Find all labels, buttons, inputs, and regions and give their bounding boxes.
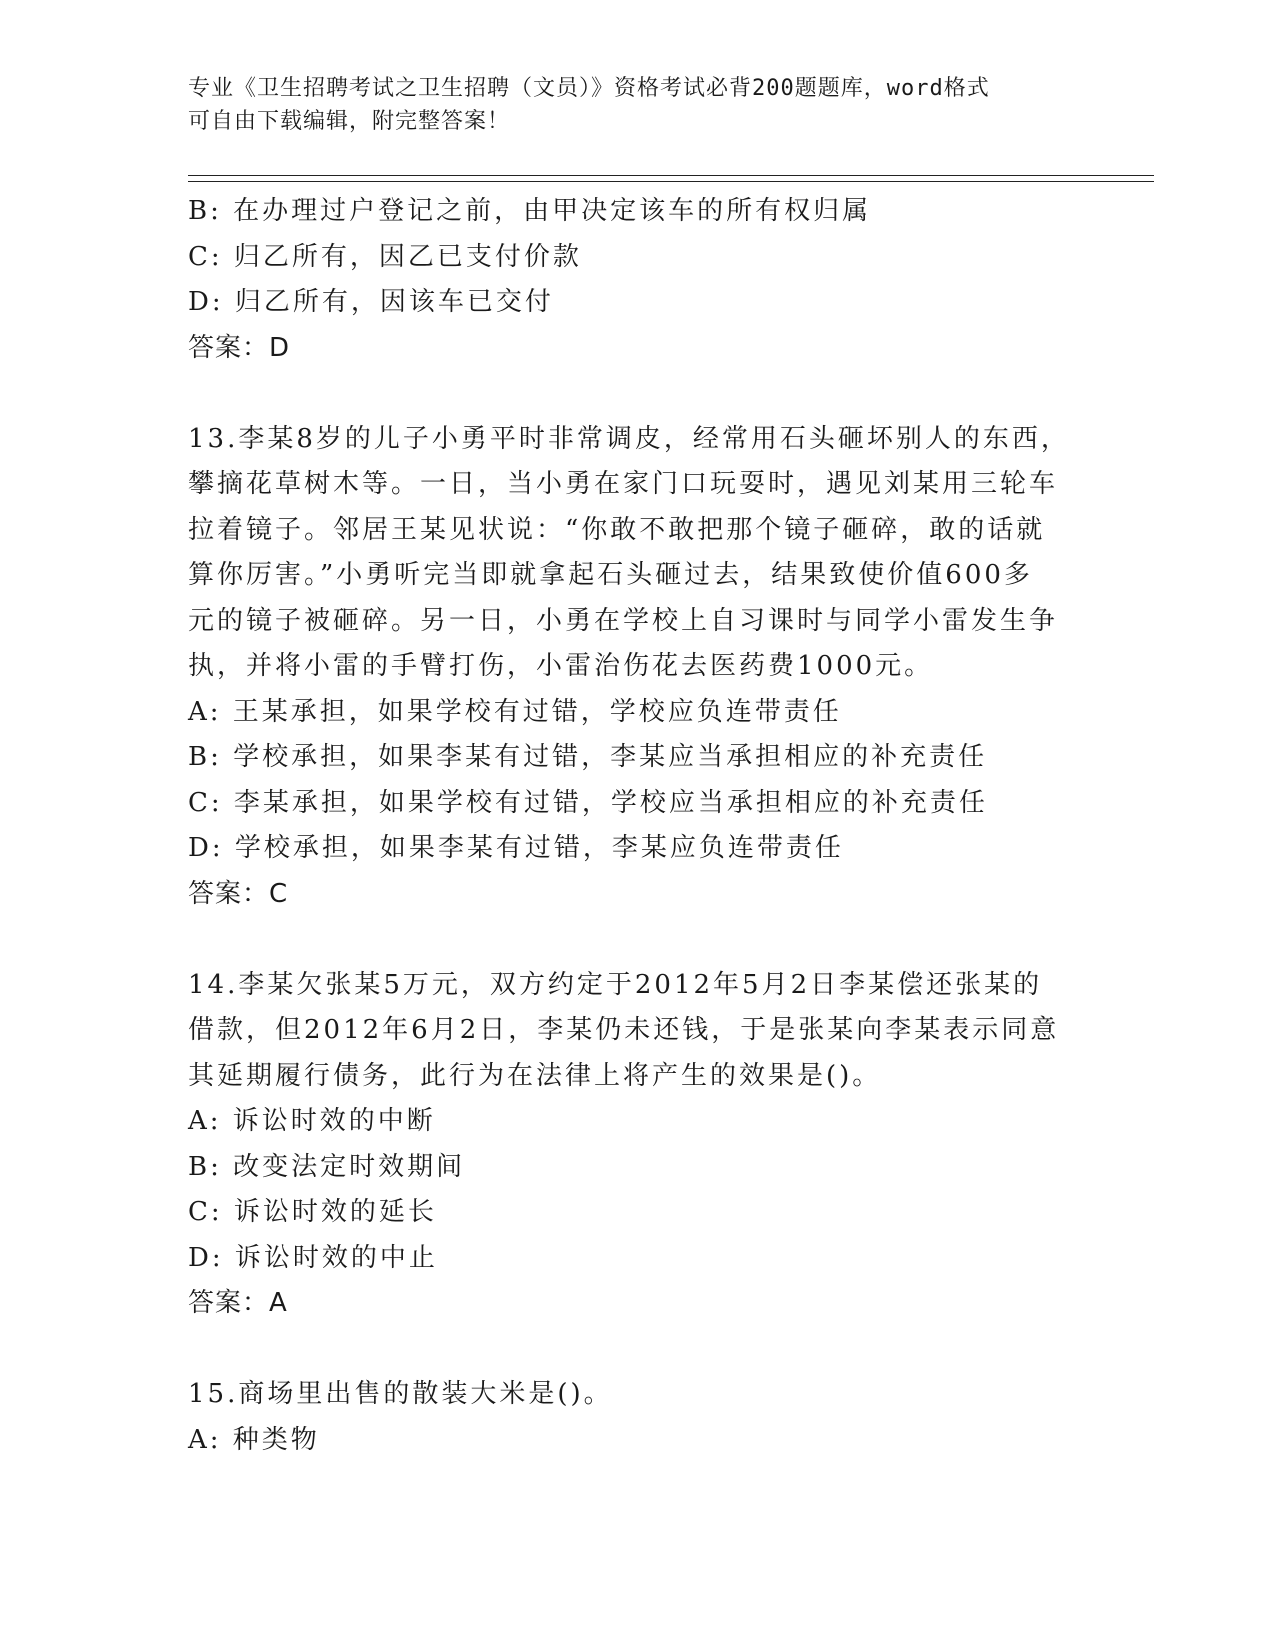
question-content: [188, 189, 1088, 1463]
question-stem-line: 攀摘花草树木等。一日，当小勇在家门口玩耍时，遇见刘某用三轮车: [188, 469, 1059, 499]
option-c: C: 李某承担，如果学校有过错，学校应当承担相应的补充责任: [188, 787, 988, 818]
question-13: [188, 417, 1088, 918]
question-stem-line: 14.李某欠张某5万元，双方约定于2012年5月2日李某偿还张某的: [188, 969, 1043, 1000]
option-b: B: 在办理过户登记之前，由甲决定该车的所有权归属: [188, 196, 872, 226]
document-header: [188, 72, 1068, 138]
question-stem-line: 13.李某8岁的儿子小勇平时非常调皮，经常用石头砸坏别人的东西，: [188, 423, 1070, 454]
answer-line: 答案：D: [188, 332, 291, 363]
question-stem-line: 元的镜子被砸碎。另一日，小勇在学校上自习课时与同学小雷发生争: [188, 605, 1059, 636]
option-b: B: 学校承担，如果李某有过错，李某应当承担相应的补充责任: [188, 742, 988, 772]
option-d: D: 归乙所有，因该车已交付: [188, 287, 554, 317]
question-stem-line: 其延期履行债务，此行为在法律上将产生的效果是()。: [188, 1060, 882, 1091]
question-stem-line: 借款，但2012年6月2日，李某仍未还钱，于是张某向李某表示同意: [188, 1015, 1060, 1045]
question-12-tail: [188, 189, 1088, 371]
option-a: A: 种类物: [188, 1424, 320, 1455]
header-rule-bottom: [188, 181, 1154, 182]
spacer: [188, 1327, 1088, 1373]
question-stem-line: 15.商场里出售的散装大米是()。: [188, 1379, 613, 1409]
question-15: [188, 1372, 1088, 1463]
header-rule-top: [188, 175, 1154, 176]
option-a: A: 王某承担，如果学校有过错，学校应负连带责任: [188, 696, 842, 727]
option-b: B: 改变法定时效期间: [188, 1151, 466, 1182]
answer-line: 答案：A: [188, 1288, 288, 1318]
question-stem-line: 算你厉害。”小勇听完当即就拿起石头砸过去，结果致使价值600多: [188, 560, 1033, 590]
option-d: D: 诉讼时效的中止: [188, 1242, 438, 1273]
header-title-line-1: 专业《卫生招聘考试之卫生招聘（文员）》资格考试必背200题题库，word格式: [188, 76, 990, 101]
option-c: C: 诉讼时效的延长: [188, 1197, 437, 1227]
answer-line: 答案：C: [188, 878, 289, 909]
header-title-line-2: 可自由下载编辑，附完整答案！: [188, 109, 511, 134]
option-a: A: 诉讼时效的中断: [188, 1106, 436, 1136]
question-14: [188, 963, 1088, 1327]
option-d: D: 学校承担，如果李某有过错，李某应负连带责任: [188, 833, 844, 863]
spacer: [188, 917, 1088, 963]
question-stem-line: 执，并将小雷的手臂打伤，小雷治伤花去医药费1000元。: [188, 651, 934, 681]
question-stem-line: 拉着镜子。邻居王某见状说：“你敢不敢把那个镜子砸碎，敢的话就: [188, 514, 1046, 545]
spacer: [188, 371, 1088, 417]
option-c: C: 归乙所有，因乙已支付价款: [188, 241, 582, 272]
